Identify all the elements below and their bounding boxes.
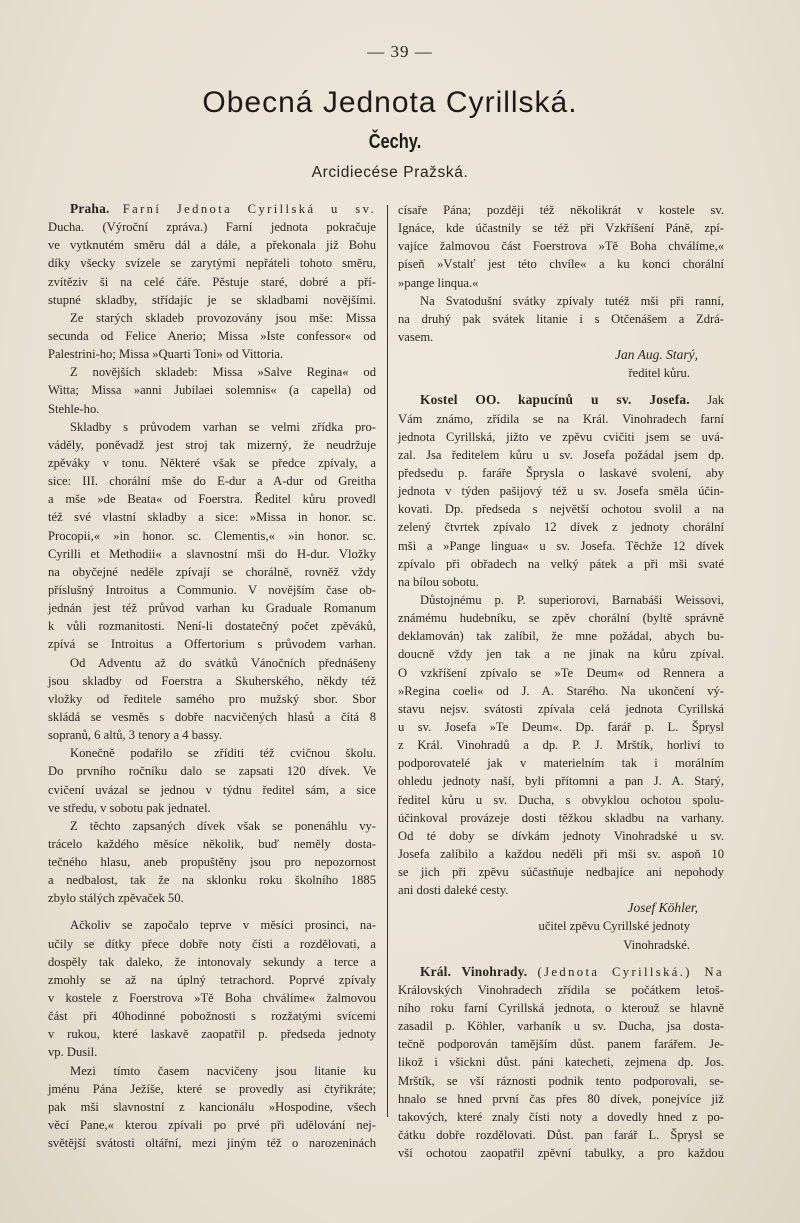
line-text: Královských Vinohradech zřídila se počátkem letoš- bbox=[398, 982, 724, 997]
section-heading: Praha. bbox=[70, 201, 110, 216]
text-line bbox=[48, 327, 376, 345]
text-line bbox=[398, 845, 724, 863]
text-line bbox=[398, 999, 724, 1017]
line-text: Konečně podařilo se zříditi též cvičnou školu. bbox=[70, 746, 376, 761]
line-text: jednota Cyrillská, jižto ve zpěvu cvičiti jsem se uvá- bbox=[398, 429, 724, 444]
line-text: Ignáce, kde účastnily se též při Vzkříšení Páně, zpí- bbox=[398, 221, 724, 236]
line-text: »Regina coeli« od J. A. Starého. Na ukončení vý- bbox=[398, 683, 724, 698]
text-line bbox=[398, 537, 724, 555]
text-line bbox=[398, 201, 724, 219]
text-line bbox=[48, 581, 376, 599]
line-text: váděly, poněvadž jest stroj tak mizerný, že neudržuje bbox=[48, 437, 376, 452]
line-text: na obyčejné neděle zpívají se chorálně, rovněž vždy bbox=[48, 564, 376, 579]
text-line bbox=[48, 889, 376, 907]
text-line bbox=[398, 736, 724, 754]
line-text: čátku dobře rozdělovati. Důst. pan farář L. Šprysl se bbox=[398, 1128, 724, 1143]
text-line bbox=[48, 762, 376, 780]
line-text: Ze starých skladeb provozovány jsou mše: Missa bbox=[70, 310, 376, 325]
text-line bbox=[48, 436, 376, 454]
text-line bbox=[48, 853, 376, 871]
line-text: ředitel kůru u sv. Ducha, s obvyklou ochotou spolu- bbox=[398, 792, 724, 807]
line-text: ani dosti daleké cesty. bbox=[398, 883, 509, 898]
text-line bbox=[48, 563, 376, 581]
text-line bbox=[48, 236, 376, 254]
text-line bbox=[398, 1017, 724, 1035]
line-text: stupné skladby, střídajíc je se skladbami novějšími. bbox=[48, 292, 376, 307]
text-line bbox=[398, 219, 724, 237]
line-text: ředitel kůru. bbox=[628, 366, 690, 381]
text-line bbox=[48, 418, 376, 436]
line-text: vasem. bbox=[398, 329, 434, 344]
text-line bbox=[398, 791, 724, 809]
line-text: cvičení uvázal se jednou v týdnu ředitel sám, a sice bbox=[48, 782, 376, 797]
line-text: vložky od ředitele samého pro mužský sbor. Sbor bbox=[48, 691, 376, 706]
line-text: sice: III. chorální mše do E-dur a A-dur od Greitha bbox=[48, 474, 376, 489]
text-line bbox=[398, 274, 724, 292]
text-line bbox=[48, 871, 376, 889]
line-text: stavu nejsv. svátosti zpívala celá jednota Cyrillská bbox=[398, 701, 724, 716]
right-column bbox=[398, 201, 724, 1162]
section-heading-line bbox=[48, 200, 376, 218]
text-line bbox=[48, 799, 376, 817]
line-text: část při 40hodinné pobožnosti s rozžatými svícemi bbox=[48, 1009, 376, 1024]
line-text: skládá se vesměs s dobře nacvičených hlasů a čítá 8 bbox=[48, 709, 376, 724]
paragraph-gap bbox=[398, 382, 724, 391]
line-text: ve vytknutém směru dál a dále, a překonala již Bohu bbox=[48, 238, 376, 253]
text-line bbox=[48, 400, 376, 418]
text-line bbox=[48, 490, 376, 508]
text-line bbox=[398, 827, 724, 845]
line-text: deklamován) tak zalíbil, že mne požádal, abych bu- bbox=[398, 629, 724, 644]
text-line bbox=[398, 292, 724, 310]
text-line bbox=[48, 345, 376, 363]
line-text: zpívá se Introitus a Offertorium s průvodem varhan. bbox=[48, 637, 376, 652]
text-line bbox=[398, 410, 724, 428]
line-text: příslušný Introitus a Communio. V novějším čase ob- bbox=[48, 582, 376, 597]
line-text: pak mši slavnostní z kancionálu »Hospodine, všech bbox=[48, 1099, 376, 1114]
line-text: světější svátosti oltářní, mezi jiným též o narozeninách bbox=[48, 1136, 376, 1151]
text-line bbox=[398, 500, 724, 518]
line-text: zpívalo při obřadech na velký pátek a při mši svaté bbox=[398, 556, 724, 571]
line-text: díky všecky svízele se zarytými nepřáteli tohoto směru, bbox=[48, 256, 376, 271]
line-text: z Král. Vinohradů a dp. P. J. Mrštík, horliví to bbox=[398, 738, 724, 753]
line-text: mši a »Pange lingua« u sv. Josefa. Těchže 12 dívek bbox=[398, 538, 724, 553]
section-heading: Kostel OO. kapucínů u sv. Josefa. bbox=[420, 392, 690, 408]
text-line bbox=[398, 700, 724, 718]
line-text: ve středu, v sobotu pak jednatel. bbox=[48, 800, 211, 815]
text-line bbox=[48, 1098, 376, 1116]
text-line bbox=[48, 599, 376, 617]
text-line bbox=[398, 863, 724, 881]
text-line bbox=[48, 617, 376, 635]
text-line bbox=[398, 664, 724, 682]
line-text: Skladby s průvodem varhan se velmi zřídka pro- bbox=[70, 419, 376, 434]
text-line bbox=[398, 682, 724, 700]
line-text: Mezi tímto časem nacvičeny jsou litanie ku bbox=[70, 1063, 376, 1078]
section-heading-line bbox=[398, 391, 724, 409]
line-text: vajíce žalmovou část Foerstrova »Tě Boha chválíme,« bbox=[398, 239, 724, 254]
line-text: (Jednota Cyrillská.) Na bbox=[537, 964, 724, 979]
line-text: známému hudebníku, se zpěv chorální (byltě správně bbox=[398, 611, 724, 626]
text-line bbox=[48, 690, 376, 708]
text-line bbox=[398, 1090, 724, 1108]
line-text: účinkoval provázeje dosti těžkou skladbu na varhany. bbox=[398, 810, 724, 825]
text-line bbox=[48, 1062, 376, 1080]
text-line bbox=[398, 346, 724, 364]
line-text: na druhý pak svátek litanie i s Otčenášem a Zdrá- bbox=[398, 311, 724, 326]
line-text: Vinohradské. bbox=[623, 937, 690, 952]
text-line bbox=[48, 935, 376, 953]
line-text: likož i všickni důst. páni katecheti, zejmena dp. Jos. bbox=[398, 1055, 724, 1070]
text-line bbox=[398, 255, 724, 273]
line-text: Vám známo, zřídila se na Král. Vinohradech farní bbox=[398, 411, 724, 426]
text-line bbox=[398, 1053, 724, 1071]
line-text: zal. Jsa ředitelem kůru u sv. Josefa požádal jsem dp. bbox=[398, 447, 724, 462]
line-text: tečného hlasu, aneb propuštěny jsou pro nepozornost bbox=[48, 855, 376, 870]
text-line bbox=[48, 672, 376, 690]
text-line bbox=[48, 254, 376, 272]
line-text: Cyrilli et Methodii« a slavnostní mši do H-dur. Vložky bbox=[48, 546, 376, 561]
line-text: předsedu p. faráře Šprysla o laskavé svolení, aby bbox=[398, 465, 724, 480]
text-line bbox=[398, 917, 724, 935]
line-text: učily se dítky přece dobře noty čísti a rozdělovati, a bbox=[48, 936, 376, 951]
line-text: trácelo každého měsíce několik, buď neměly dosta- bbox=[48, 836, 376, 851]
text-line bbox=[398, 1072, 724, 1090]
text-line bbox=[398, 482, 724, 500]
text-line bbox=[48, 309, 376, 327]
line-text: k vůli rozmanitosti. Není-li dostatečný počet zpěváků, bbox=[48, 619, 376, 634]
line-text: jednán jest též průvod varhan ku Graduale Romanum bbox=[48, 601, 376, 616]
line-text: Farní Jednota Cyrillská u sv. bbox=[122, 202, 376, 216]
line-text: jménu Pána Ježíše, které se provedly asi čtyřikráte; bbox=[48, 1081, 376, 1096]
line-text: hnalo se hned první čas přes 80 dívek, ponejvíce již bbox=[398, 1091, 724, 1106]
line-text: věcí Pane,« kterou zpívali po prvé při udělování nej- bbox=[48, 1118, 376, 1133]
line-text: v rukou, které laskavě zaopatřil p. předseda jednoty bbox=[48, 1027, 376, 1042]
text-line bbox=[48, 989, 376, 1007]
text-line bbox=[398, 936, 724, 954]
text-line bbox=[48, 817, 376, 835]
text-line bbox=[398, 573, 724, 591]
text-line bbox=[398, 899, 724, 917]
line-text: Jak bbox=[707, 393, 724, 408]
text-line bbox=[398, 591, 724, 609]
line-text: v kostele z Foerstrova »Tě Boha chválíme« žalmovou bbox=[48, 991, 376, 1006]
text-line bbox=[398, 754, 724, 772]
line-text: »pange linqua.« bbox=[398, 275, 479, 290]
line-text: Ačkoliv se započalo teprve v měsíci prosinci, na- bbox=[70, 918, 376, 933]
line-text: se jich při zpěvu súčastňuje nedbajíce ani nepohody bbox=[398, 865, 724, 880]
page-title: Obecná Jednota Cyrillská. bbox=[202, 86, 578, 119]
text-line bbox=[48, 291, 376, 309]
line-text: Witta; Missa »anni Jubilaei solemnis« (a capella) od bbox=[48, 383, 376, 398]
paragraph-gap bbox=[48, 907, 376, 916]
line-text: Důstojnému p. P. superiorovi, Barnabáši Weissovi, bbox=[420, 592, 724, 607]
text-line bbox=[48, 1043, 376, 1061]
text-line bbox=[48, 1007, 376, 1025]
text-line bbox=[398, 428, 724, 446]
text-line bbox=[48, 218, 376, 236]
text-line bbox=[48, 545, 376, 563]
line-text: Procopii,« »in honor. sc. Clementis,« »in honor. sc. bbox=[48, 528, 376, 543]
text-line bbox=[398, 555, 724, 573]
line-text: dospěly tak daleko, že intonovaly sekundy a terce a bbox=[48, 954, 376, 969]
text-line bbox=[398, 881, 724, 899]
section-heading-line bbox=[398, 963, 724, 981]
section-heading: Král. Vinohrady. bbox=[420, 963, 528, 979]
text-line bbox=[398, 237, 724, 255]
text-line bbox=[398, 1035, 724, 1053]
line-text: vp. Dusil. bbox=[48, 1045, 98, 1060]
line-text: Stehle-ho. bbox=[48, 401, 100, 416]
text-line bbox=[48, 971, 376, 989]
text-line bbox=[48, 527, 376, 545]
text-line bbox=[48, 781, 376, 799]
text-line bbox=[48, 835, 376, 853]
line-text: též své vlastní skladby a sice: »Missa in honor. sc. bbox=[48, 510, 376, 525]
line-text: zpěváky v tonu. Některé však se předce zpívaly, a bbox=[48, 455, 376, 470]
line-text: Mrštík, se vší ráznosti podnik tento podporovali, se- bbox=[398, 1073, 724, 1088]
text-line bbox=[48, 1080, 376, 1098]
text-line bbox=[398, 446, 724, 464]
line-text: O vzkříšení zpívalo se »Te Deum« od Rennera a bbox=[398, 665, 724, 680]
diocese-heading: Arcidiecése Pražská. bbox=[311, 164, 469, 181]
line-text: u sv. Josefa »Te Deum«. Dp. farář p. L. Šprysl bbox=[398, 719, 724, 734]
text-line bbox=[398, 645, 724, 663]
text-line bbox=[48, 363, 376, 381]
text-line bbox=[398, 310, 724, 328]
text-line bbox=[48, 708, 376, 726]
text-line bbox=[398, 1126, 724, 1144]
text-line bbox=[398, 809, 724, 827]
text-line bbox=[398, 718, 724, 736]
region-heading: Čechy. bbox=[368, 131, 422, 153]
text-line bbox=[48, 1134, 376, 1152]
text-line bbox=[48, 726, 376, 744]
text-line bbox=[48, 1116, 376, 1134]
text-line bbox=[48, 654, 376, 672]
left-column bbox=[48, 200, 376, 1152]
line-text: takových, které znaly čísti noty a dovedly hned z po- bbox=[398, 1109, 724, 1124]
text-line bbox=[48, 1025, 376, 1043]
text-line bbox=[48, 381, 376, 399]
line-text: secunda od Felice Anerio; Missa »Iste confessor« od bbox=[48, 328, 376, 343]
line-text: Jan Aug. Starý, bbox=[615, 347, 698, 363]
line-text: zasadil p. Köhler, varhaník u sv. Ducha, jsa dosta- bbox=[398, 1019, 724, 1034]
line-text: Od té doby se dívkám jednoty Vinohradské u sv. bbox=[398, 828, 724, 843]
line-text: jednota v týden pašijový též u sv. Josefa směla účin- bbox=[398, 484, 724, 499]
line-text: kovati. Dp. předseda s největší ochotou svolil a na bbox=[398, 502, 724, 517]
line-text: a nedbalost, tak že na sklonku roku školního 1885 bbox=[48, 873, 376, 888]
line-text: učitel zpěvu Cyrillské jednoty bbox=[538, 919, 690, 934]
text-line bbox=[398, 609, 724, 627]
line-text: a mše »de Beata« od Foerstra. Ředitel kůru provedl bbox=[48, 492, 376, 507]
paragraph-gap bbox=[398, 954, 724, 963]
text-line bbox=[48, 508, 376, 526]
line-text: Z novějších skladeb: Missa »Salve Regina« od bbox=[70, 365, 376, 380]
line-text: jsou skladby od Foerstra a Skuherského, někdy též bbox=[48, 673, 376, 688]
text-line bbox=[48, 472, 376, 490]
text-line bbox=[398, 627, 724, 645]
column-divider bbox=[387, 205, 388, 1117]
line-text: ohledu jednoty naší, byli přítomni a pan J. A. Starý, bbox=[398, 774, 724, 789]
line-text: tečně podporován tamějším důst. panem farářem. Je- bbox=[398, 1037, 724, 1052]
line-text: zbylo stálých zpěvaček 50. bbox=[48, 891, 184, 906]
line-text: Do prvního ročníku dalo se zapsati 120 dívek. Ve bbox=[48, 764, 376, 779]
text-line bbox=[398, 464, 724, 482]
line-text: zelený čtvrtek zpívalo 12 dívek z jednoty chorální bbox=[398, 520, 724, 535]
line-text: podporovatelé jak v materielním tak i morálním bbox=[398, 756, 724, 771]
line-text: píseň »Vstalť jest této chvíle« a ku konci chorální bbox=[398, 257, 724, 272]
text-line bbox=[398, 328, 724, 346]
line-text: Ducha. (Výroční zpráva.) Farní jednota pokračuje bbox=[48, 220, 376, 235]
line-text: zmohly se až na úplný tetrachord. Poprvé zpívaly bbox=[48, 972, 376, 987]
text-line bbox=[48, 953, 376, 971]
line-text: Od Adventu až do svátků Vánočních přednášeny bbox=[70, 655, 376, 670]
text-line bbox=[48, 273, 376, 291]
text-line bbox=[48, 454, 376, 472]
line-text: vší ochotou zaopatřil zpěvní tabulky, a pro každou bbox=[398, 1146, 724, 1161]
line-text: zvítěziv ši na celé čáře. Pěstuje staré, dobré a pří- bbox=[48, 274, 376, 289]
text-line bbox=[398, 518, 724, 536]
line-text: Na Svatodušní svátky zpívaly tutéž mši při ranní, bbox=[420, 293, 724, 308]
line-text: ního roku farní Cyrillská jednota, o kterouž se hlavně bbox=[398, 1001, 724, 1016]
text-line bbox=[398, 1144, 724, 1162]
text-line bbox=[398, 772, 724, 790]
text-line bbox=[48, 635, 376, 653]
text-line bbox=[398, 1108, 724, 1126]
text-line bbox=[398, 981, 724, 999]
line-text: císaře Pána; později též několikrát v kostele sv. bbox=[398, 203, 724, 217]
line-text: na bílou sobotu. bbox=[398, 574, 479, 589]
text-line bbox=[48, 916, 376, 934]
text-line bbox=[48, 744, 376, 762]
line-text: sopranů, 6 altů, 3 tenory a 4 bassy. bbox=[48, 728, 223, 743]
line-text: Palestrini-ho; Missa »Quarti Toni» od Vittoria. bbox=[48, 347, 284, 362]
line-text: Josef Köhler, bbox=[627, 900, 698, 916]
line-text: Josefa zalíbilo a každou neděli při mši sv. aspoň 10 bbox=[398, 846, 724, 861]
text-line bbox=[398, 364, 724, 382]
line-text: Z těchto zapsaných dívek však se ponenáhlu vy- bbox=[70, 818, 376, 833]
page-number: — 39 — bbox=[367, 42, 433, 61]
line-text: doucně vždy jen tak a ne jinak na kůru zpíval. bbox=[398, 647, 724, 662]
